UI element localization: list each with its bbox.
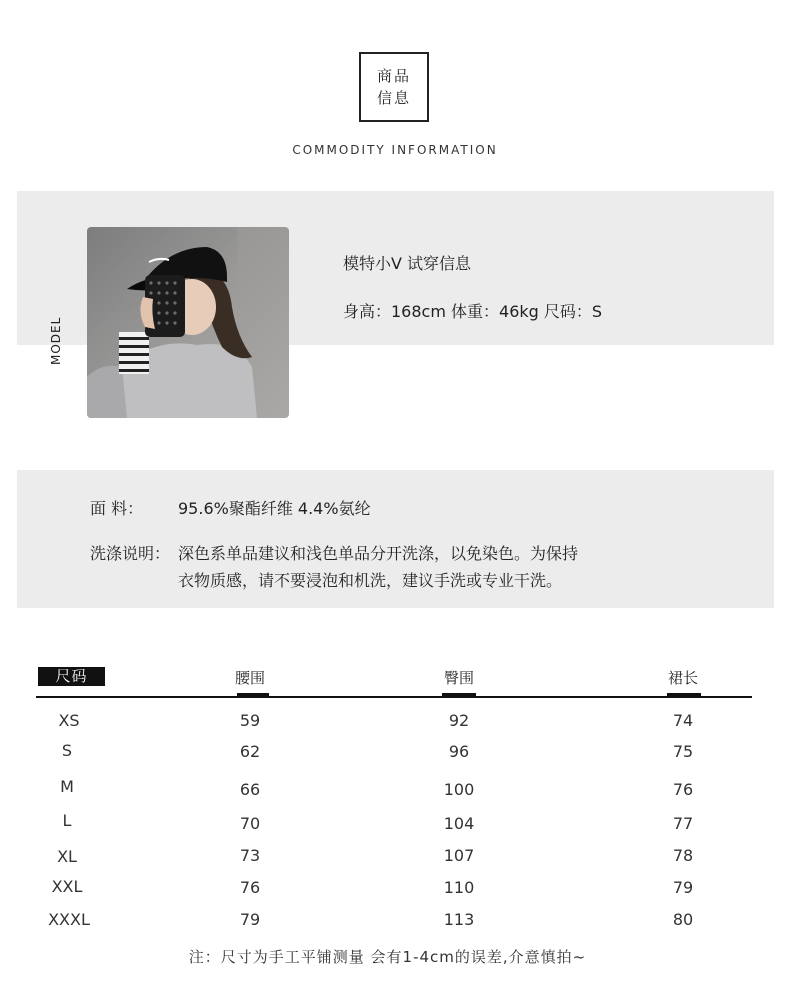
table-cell-waist: 62 — [239, 742, 261, 761]
title-line-1: 商品 — [376, 67, 411, 85]
table-cell-waist: 59 — [239, 711, 261, 730]
model-photo-image — [87, 227, 289, 418]
table-cell-length: 78 — [672, 846, 694, 865]
size-column-header: 尺码 — [38, 667, 105, 686]
subtitle: COMMODITY INFORMATION — [292, 143, 498, 157]
table-cell-waist: 76 — [239, 878, 261, 897]
table-cell-length: 74 — [672, 711, 694, 730]
table-cell-waist: 70 — [239, 814, 261, 833]
table-cell-hip: 104 — [443, 814, 475, 833]
model-info-title: 模特小V 试穿信息 — [343, 254, 472, 273]
table-cell-hip: 96 — [448, 742, 470, 761]
table-cell-length: 80 — [672, 910, 694, 929]
table-cell-waist: 79 — [239, 910, 261, 929]
table-cell-hip: 92 — [448, 711, 470, 730]
table-cell-hip: 100 — [443, 780, 475, 799]
table-cell-hip: 113 — [443, 910, 475, 929]
table-cell-size: S — [61, 741, 73, 760]
table-cell-waist: 73 — [239, 846, 261, 865]
waist-column-header: 腰围 — [234, 669, 265, 687]
table-cell-size: XXL — [51, 877, 83, 896]
hip-column-header: 臀围 — [443, 669, 474, 687]
length-column-header: 裙长 — [667, 669, 698, 687]
material-value: 95.6%聚酯纤维 4.4%氨纶 — [178, 499, 371, 518]
table-cell-length: 77 — [672, 814, 694, 833]
table-cell-size: XL — [57, 847, 77, 866]
table-cell-size: XXXL — [48, 910, 90, 929]
table-cell-length: 76 — [672, 780, 694, 799]
title-line-2: 信息 — [376, 89, 411, 107]
table-cell-size: M — [60, 777, 74, 796]
model-photo — [87, 227, 289, 418]
wash-line-2: 衣物质感，请不要浸泡和机洗，建议手洗或专业干洗。 — [178, 571, 563, 590]
table-cell-size: L — [62, 811, 72, 830]
model-info-measurements: 身高：168cm 体重：46kg 尺码：S — [343, 302, 603, 321]
table-cell-hip: 110 — [443, 878, 475, 897]
table-cell-hip: 107 — [443, 846, 475, 865]
table-cell-waist: 66 — [239, 780, 261, 799]
table-cell-length: 75 — [672, 742, 694, 761]
measurement-note: 注：尺寸为手工平铺测量 会有1-4cm的误差,介意慎拍~ — [188, 948, 587, 966]
material-label: 面 料： — [90, 499, 144, 518]
table-cell-length: 79 — [672, 878, 694, 897]
wash-label: 洗涤说明： — [90, 544, 171, 563]
table-header-rule — [36, 696, 752, 698]
model-side-label: MODEL — [49, 316, 63, 365]
table-cell-size: XS — [58, 711, 80, 730]
title-box — [359, 52, 429, 122]
wash-line-1: 深色系单品建议和浅色单品分开洗涤，以免染色。为保持 — [178, 544, 579, 563]
